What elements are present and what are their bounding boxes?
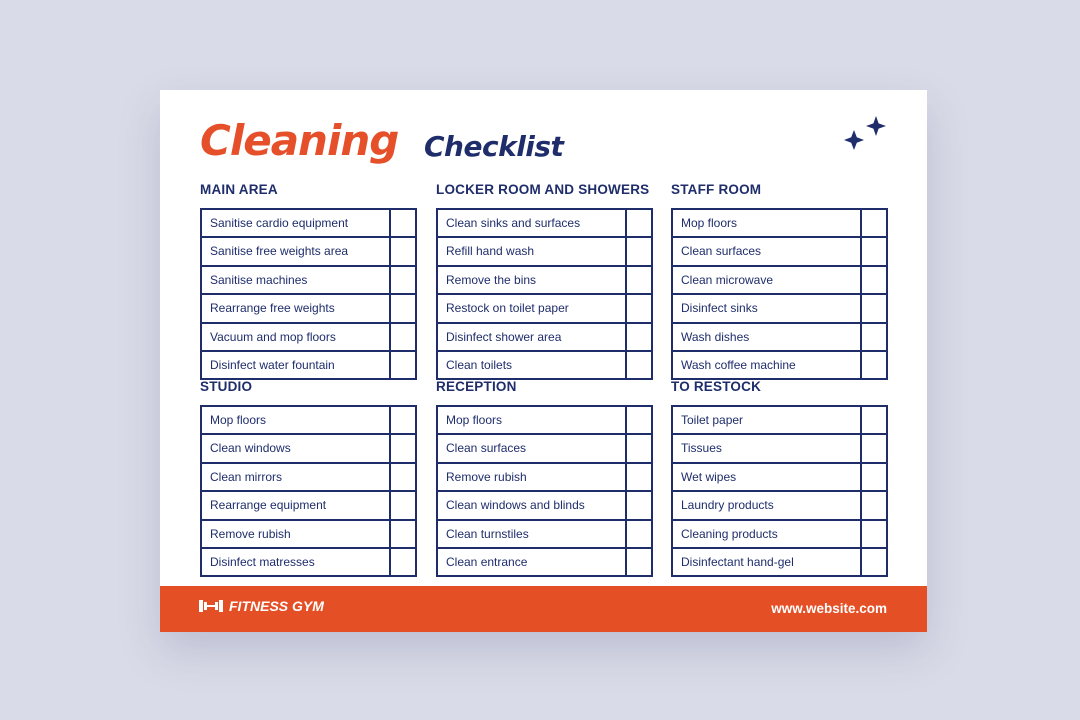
website-link[interactable]: www.website.com [771, 601, 887, 616]
task-checkbox[interactable] [862, 210, 886, 236]
task-label: Sanitise free weights area [202, 238, 391, 264]
task-checkbox[interactable] [627, 295, 651, 321]
table-row [438, 238, 651, 266]
sparkle-icon [842, 116, 890, 160]
checklist-table [436, 208, 653, 380]
task-checkbox[interactable] [391, 492, 415, 518]
task-checkbox[interactable] [391, 407, 415, 433]
task-label: Disinfect water fountain [202, 352, 391, 378]
brand [199, 598, 324, 614]
task-checkbox[interactable] [627, 352, 651, 378]
task-label: Mop floors [673, 210, 862, 236]
table-row [673, 295, 886, 323]
table-row [438, 464, 651, 492]
task-label: Disinfectant hand-gel [673, 549, 862, 575]
table-row [438, 352, 651, 378]
table-row [673, 238, 886, 266]
table-row [202, 267, 415, 295]
task-label: Clean surfaces [438, 435, 627, 461]
section-title: RECEPTION [436, 379, 517, 394]
checklist-table [671, 208, 888, 380]
title-sub: Checklist [424, 130, 564, 163]
task-checkbox[interactable] [391, 464, 415, 490]
task-checkbox[interactable] [391, 295, 415, 321]
task-checkbox[interactable] [627, 549, 651, 575]
checklist-table [671, 405, 888, 577]
task-checkbox[interactable] [627, 521, 651, 547]
task-checkbox[interactable] [862, 267, 886, 293]
table-row [673, 210, 886, 238]
table-row [673, 324, 886, 352]
task-label: Clean windows [202, 435, 391, 461]
task-label: Clean turnstiles [438, 521, 627, 547]
section-title: STAFF ROOM [671, 182, 762, 197]
task-checkbox[interactable] [627, 464, 651, 490]
task-label: Sanitise machines [202, 267, 391, 293]
table-row [202, 435, 415, 463]
task-label: Restock on toilet paper [438, 295, 627, 321]
task-checkbox[interactable] [391, 352, 415, 378]
task-checkbox[interactable] [862, 324, 886, 350]
table-row [673, 435, 886, 463]
task-checkbox[interactable] [862, 492, 886, 518]
task-checkbox[interactable] [391, 549, 415, 575]
table-row [202, 210, 415, 238]
task-label: Clean sinks and surfaces [438, 210, 627, 236]
task-checkbox[interactable] [627, 238, 651, 264]
task-label: Remove the bins [438, 267, 627, 293]
table-row [202, 492, 415, 520]
task-label: Tissues [673, 435, 862, 461]
table-row [202, 407, 415, 435]
table-row [438, 435, 651, 463]
task-checkbox[interactable] [862, 435, 886, 461]
task-label: Clean mirrors [202, 464, 391, 490]
table-row [202, 464, 415, 492]
table-row [673, 549, 886, 575]
task-label: Disinfect sinks [673, 295, 862, 321]
task-checkbox[interactable] [862, 295, 886, 321]
task-checkbox[interactable] [391, 324, 415, 350]
table-row [673, 464, 886, 492]
dumbbell-icon [199, 599, 223, 613]
table-row [438, 324, 651, 352]
checklist-table [436, 405, 653, 577]
section-title: TO RESTOCK [671, 379, 762, 394]
table-row [673, 267, 886, 295]
task-label: Laundry products [673, 492, 862, 518]
task-label: Wash coffee machine [673, 352, 862, 378]
table-row [438, 521, 651, 549]
task-label: Clean toilets [438, 352, 627, 378]
task-checkbox[interactable] [862, 352, 886, 378]
task-checkbox[interactable] [862, 238, 886, 264]
task-label: Wet wipes [673, 464, 862, 490]
table-row [202, 295, 415, 323]
brand-name: FITNESS GYM [229, 598, 324, 614]
task-label: Cleaning products [673, 521, 862, 547]
task-checkbox[interactable] [391, 267, 415, 293]
table-row [202, 521, 415, 549]
task-label: Clean entrance [438, 549, 627, 575]
table-row [673, 492, 886, 520]
task-checkbox[interactable] [862, 464, 886, 490]
table-row [438, 549, 651, 575]
table-row [673, 521, 886, 549]
section-title: MAIN AREA [200, 182, 278, 197]
title-main: Cleaning [200, 116, 399, 165]
task-label: Disinfect matresses [202, 549, 391, 575]
section-title: LOCKER ROOM AND SHOWERS [436, 182, 650, 197]
task-label: Mop floors [202, 407, 391, 433]
task-label: Refill hand wash [438, 238, 627, 264]
task-checkbox[interactable] [627, 435, 651, 461]
task-label: Clean surfaces [673, 238, 862, 264]
task-checkbox[interactable] [627, 324, 651, 350]
section-title: STUDIO [200, 379, 253, 394]
task-checkbox[interactable] [862, 549, 886, 575]
task-label: Mop floors [438, 407, 627, 433]
table-row [673, 407, 886, 435]
task-label: Remove rubish [202, 521, 391, 547]
task-checkbox[interactable] [862, 407, 886, 433]
table-row [202, 238, 415, 266]
table-row [202, 549, 415, 575]
table-row [438, 492, 651, 520]
task-label: Toilet paper [673, 407, 862, 433]
task-label: Clean microwave [673, 267, 862, 293]
task-label: Rearrange free weights [202, 295, 391, 321]
table-row [438, 295, 651, 323]
task-checkbox[interactable] [627, 407, 651, 433]
task-checkbox[interactable] [391, 238, 415, 264]
task-checkbox[interactable] [391, 435, 415, 461]
task-checkbox[interactable] [862, 521, 886, 547]
task-checkbox[interactable] [627, 492, 651, 518]
task-label: Vacuum and mop floors [202, 324, 391, 350]
table-row [438, 210, 651, 238]
task-label: Disinfect shower area [438, 324, 627, 350]
task-checkbox[interactable] [627, 267, 651, 293]
table-row [673, 352, 886, 378]
table-row [438, 407, 651, 435]
task-checkbox[interactable] [391, 521, 415, 547]
table-row [438, 267, 651, 295]
table-row [202, 352, 415, 378]
checklist-table [200, 208, 417, 380]
task-label: Wash dishes [673, 324, 862, 350]
table-row [202, 324, 415, 352]
task-label: Clean windows and blinds [438, 492, 627, 518]
task-label: Remove rubish [438, 464, 627, 490]
task-label: Sanitise cardio equipment [202, 210, 391, 236]
task-checkbox[interactable] [627, 210, 651, 236]
task-checkbox[interactable] [391, 210, 415, 236]
checklist-table [200, 405, 417, 577]
task-label: Rearrange equipment [202, 492, 391, 518]
footer-bar [160, 586, 927, 632]
checklist-card [160, 90, 927, 632]
